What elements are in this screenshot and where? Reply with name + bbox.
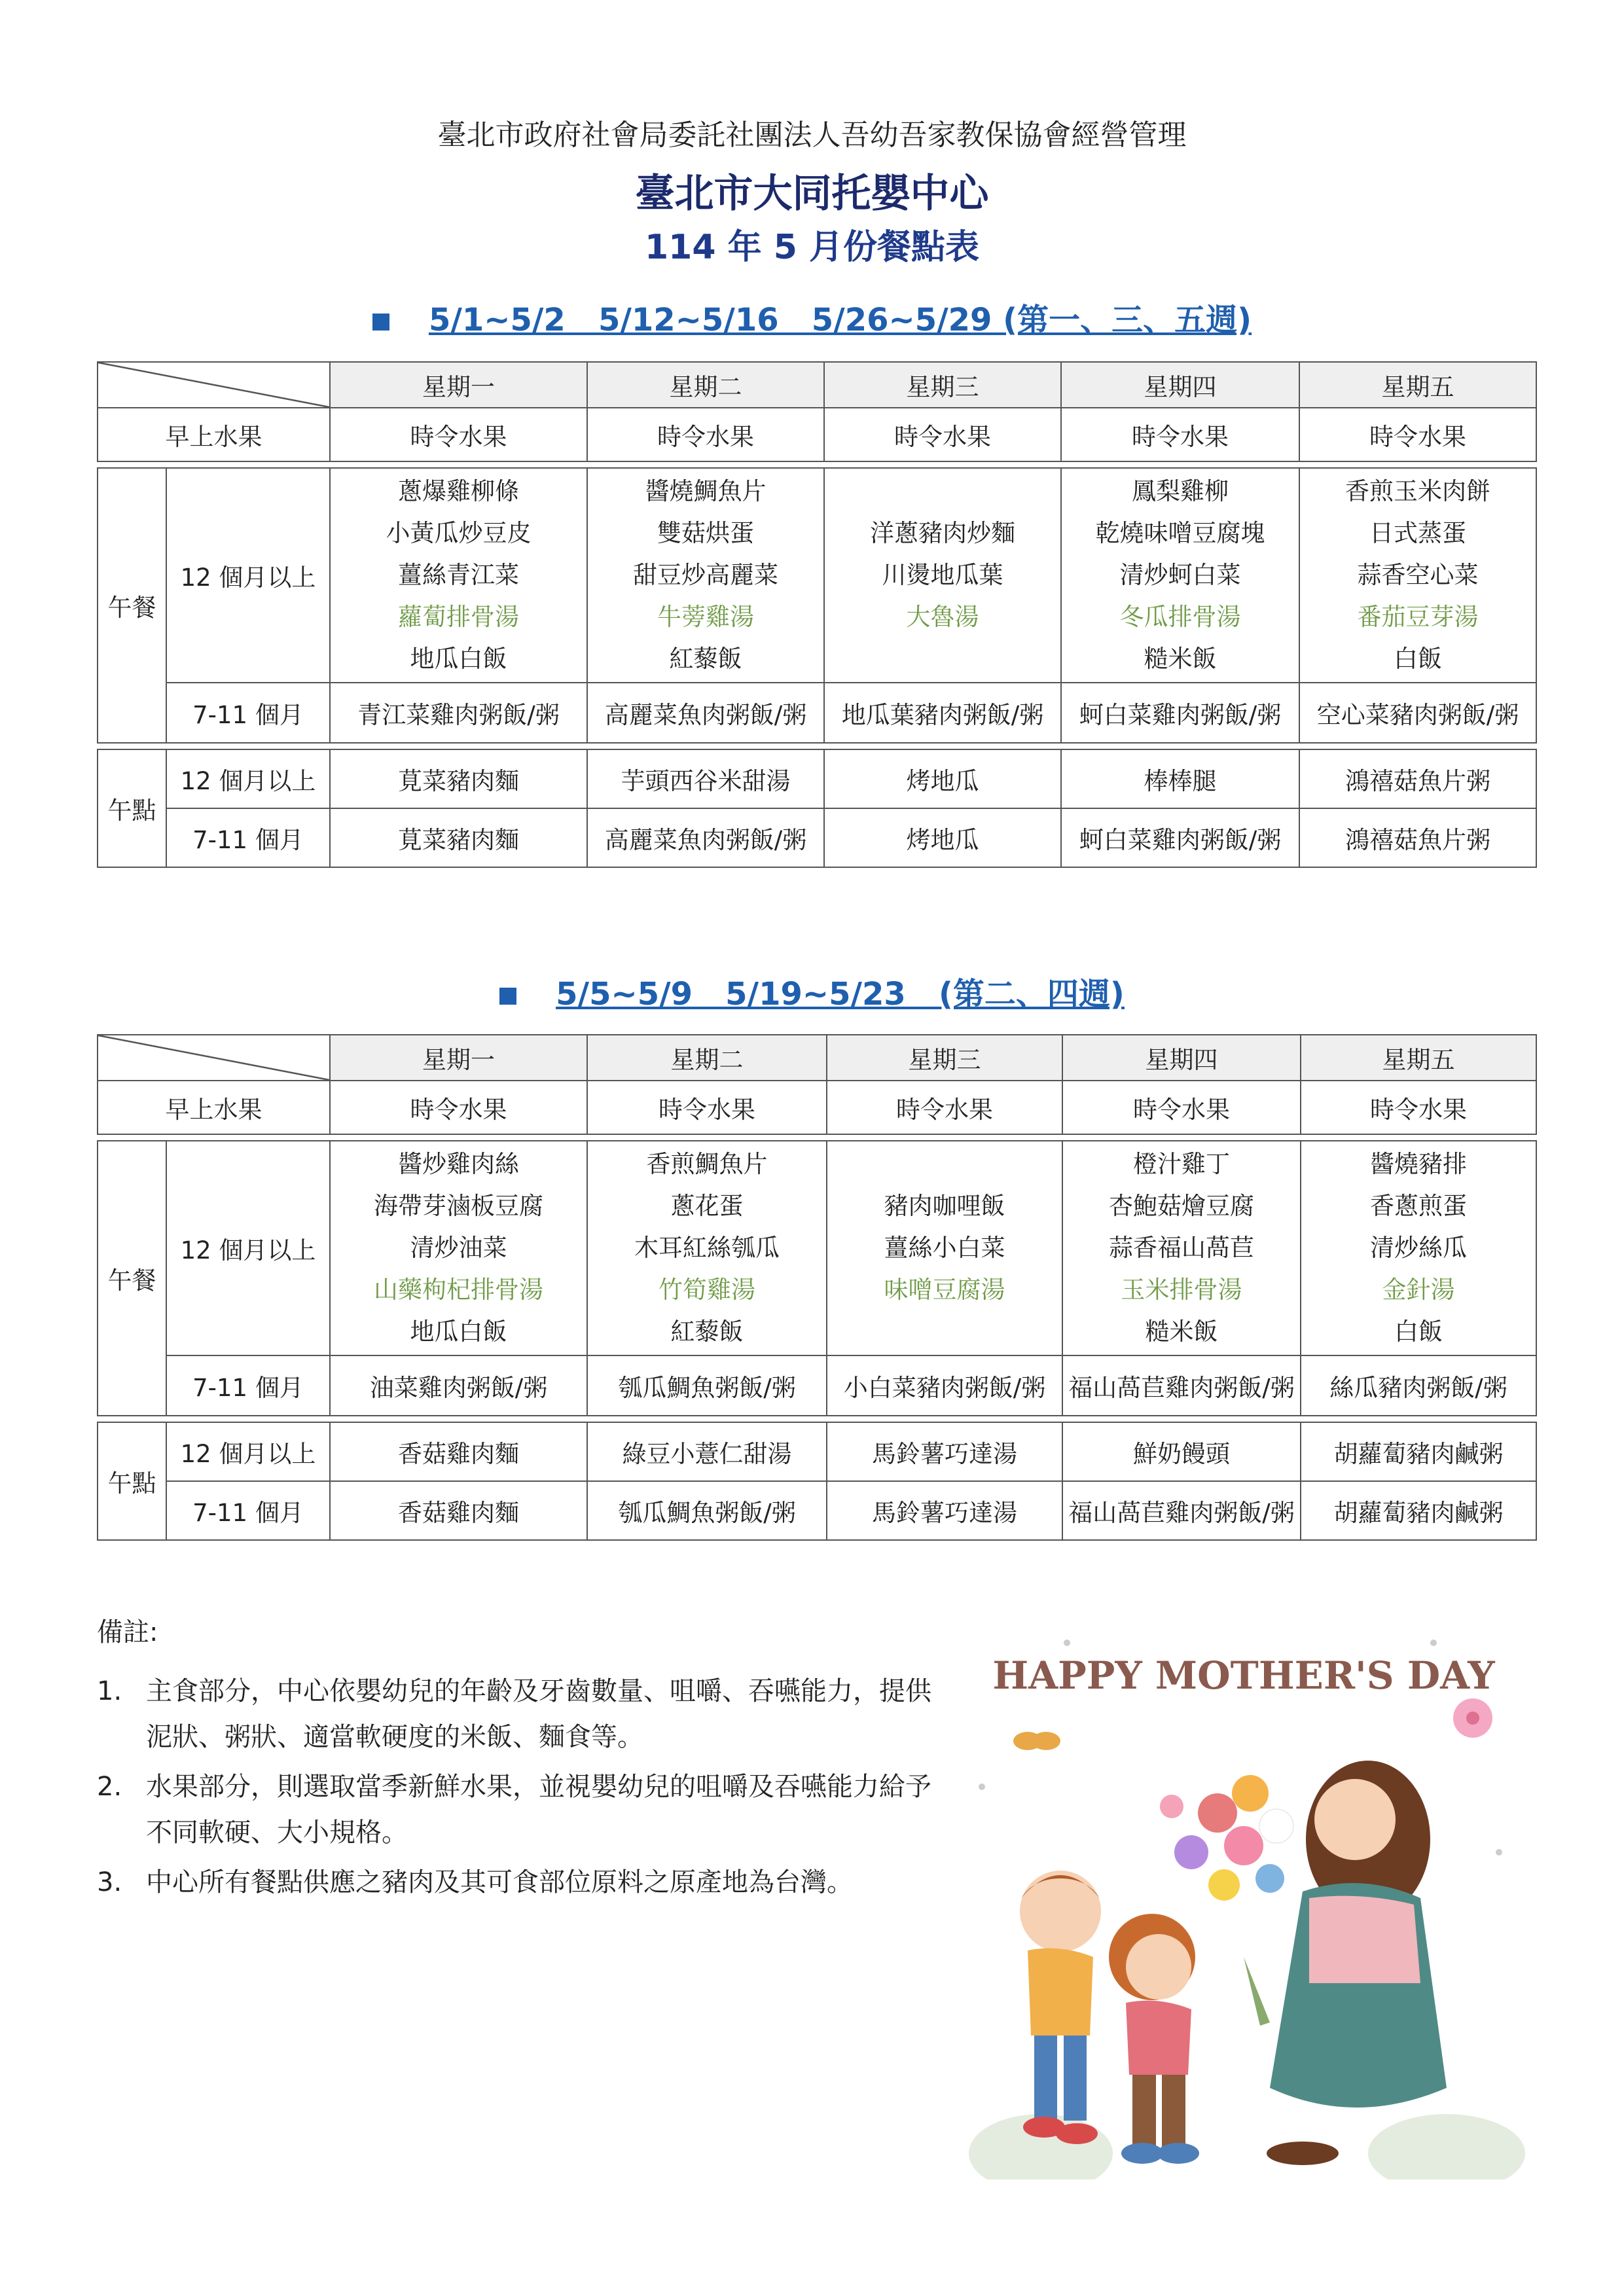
soup: 山藥枸杞排骨湯 [374, 1276, 543, 1304]
snack-cell: 福山萵苣雞肉粥飯/粥 [1062, 1481, 1301, 1540]
menu-table-2 [97, 1034, 1537, 1541]
rice: 白飯 [1394, 645, 1442, 673]
dish: 甜豆炒高麗菜 [633, 561, 778, 589]
organization-line: 臺北市政府社會局委託社團法人吾幼吾家教保協會經營管理 [437, 118, 1187, 152]
mothers-day-illustration [962, 1617, 1525, 2179]
child-figure [1020, 1871, 1101, 2144]
dish: 香煎玉米肉餅 [1345, 477, 1490, 505]
lunch7-cell: 瓠瓜鯛魚粥飯/粥 [587, 1355, 827, 1416]
note-number: 2. [97, 1772, 122, 1802]
lunch-cell [824, 468, 1061, 683]
note-number: 3. [97, 1867, 122, 1897]
age-label: 7-11 個月 [166, 1481, 330, 1540]
snack-cell: 莧菜豬肉麵 [330, 808, 587, 867]
fruit-cell: 時令水果 [1299, 408, 1536, 461]
snack-cell: 高麗菜魚肉粥飯/粥 [587, 808, 824, 867]
age-label: 12 個月以上 [166, 468, 330, 683]
day-header: 星期一 [330, 362, 587, 408]
fruit-cell: 時令水果 [1301, 1081, 1536, 1134]
fruit-cell: 時令水果 [330, 1081, 587, 1134]
menu-title: 114 年 5 月份餐點表 [644, 228, 980, 267]
dish: 杏鮑菇燴豆腐 [1109, 1192, 1254, 1220]
snack-cell: 馬鈴薯巧達湯 [827, 1481, 1062, 1540]
corner-cell [98, 362, 330, 408]
dish: 蒜香空心菜 [1357, 561, 1479, 589]
dish: 蔥花蛋 [670, 1192, 744, 1220]
snack-cell: 綠豆小薏仁甜湯 [587, 1422, 827, 1481]
rice: 地瓜白飯 [410, 1318, 507, 1346]
lunch-cell [330, 468, 587, 683]
soup: 大魯湯 [906, 603, 979, 631]
day-header: 星期四 [1061, 362, 1299, 408]
dish: 雙菇烘蛋 [657, 519, 754, 547]
day-header: 星期五 [1299, 362, 1536, 408]
rice: 紅藜飯 [670, 1318, 744, 1346]
snack-cell: 鮮奶饅頭 [1062, 1422, 1301, 1481]
soup: 冬瓜排骨湯 [1119, 603, 1241, 631]
snack-cell: 瓠瓜鯛魚粥飯/粥 [587, 1481, 827, 1540]
soup: 番茄豆芽湯 [1357, 603, 1479, 631]
fruit-cell: 時令水果 [587, 1081, 827, 1134]
bullet-square-icon [372, 314, 389, 331]
snack-cell: 芋頭西谷米甜湯 [587, 749, 824, 808]
dish: 洋蔥豬肉炒麵 [870, 519, 1015, 547]
dish [825, 471, 1060, 512]
note-item [97, 1764, 941, 1856]
dish: 清炒絲瓜 [1370, 1234, 1467, 1262]
week-label-1: 5/1~5/2 5/12~5/16 5/26~5/29 (第一、三、五週) [0, 295, 1624, 340]
notes-title: 備註: [97, 1617, 158, 1647]
lunch-label: 午餐 [98, 468, 166, 743]
lunch-cell [1299, 468, 1536, 683]
age-label: 12 個月以上 [166, 1141, 330, 1355]
lunch-cell [827, 1141, 1062, 1355]
rice: 糙米飯 [1144, 645, 1217, 673]
rice: 糙米飯 [1145, 1318, 1218, 1346]
note-number: 1. [97, 1676, 122, 1706]
dish: 橙汁雞丁 [1133, 1150, 1230, 1178]
fruit-label: 早上水果 [98, 408, 330, 461]
lunch-cell [1301, 1141, 1536, 1355]
snack-cell: 鴻禧菇魚片粥 [1299, 808, 1536, 867]
day-header: 星期二 [587, 1035, 827, 1081]
dish: 蔥爆雞柳條 [398, 477, 519, 505]
fruit-cell: 時令水果 [330, 408, 587, 461]
lunch7-cell: 高麗菜魚肉粥飯/粥 [587, 683, 824, 743]
rice: 白飯 [1394, 1318, 1443, 1346]
lunch7-cell: 福山萵苣雞肉粥飯/粥 [1062, 1355, 1301, 1416]
lunch7-cell: 蚵白菜雞肉粥飯/粥 [1061, 683, 1299, 743]
snack-label: 午點 [98, 749, 166, 867]
corner-cell [98, 1035, 330, 1081]
dish: 清炒油菜 [410, 1234, 507, 1262]
flower-icon [1453, 1698, 1492, 1738]
rice: 紅藜飯 [669, 645, 742, 673]
fruit-cell: 時令水果 [1062, 1081, 1301, 1134]
day-header: 星期四 [1062, 1035, 1301, 1081]
dish [827, 1143, 1062, 1185]
rice [825, 638, 1060, 680]
lunch7-cell: 小白菜豬肉粥飯/粥 [827, 1355, 1062, 1416]
day-header: 星期一 [330, 1035, 587, 1081]
snack-cell: 馬鈴薯巧達湯 [827, 1422, 1062, 1481]
soup: 牛蒡雞湯 [657, 603, 754, 631]
dish: 鳳梨雞柳 [1132, 477, 1229, 505]
fruit-cell: 時令水果 [824, 408, 1061, 461]
lunch7-cell: 地瓜葉豬肉粥飯/粥 [824, 683, 1061, 743]
soup: 竹筍雞湯 [659, 1276, 755, 1304]
dish: 豬肉咖哩飯 [884, 1192, 1005, 1220]
lunch7-cell: 絲瓜豬肉粥飯/粥 [1301, 1355, 1536, 1416]
note-text: 水果部分，則選取當季新鮮水果，並視嬰幼兒的咀嚼及吞嚥能力給予不同軟硬、大小規格。 [146, 1772, 931, 1848]
dish: 香煎鯛魚片 [646, 1150, 768, 1178]
age-label: 7-11 個月 [166, 808, 330, 867]
day-header: 星期二 [587, 362, 824, 408]
snack-cell: 莧菜豬肉麵 [330, 749, 587, 808]
notes-section [97, 1611, 941, 1909]
snack-cell: 胡蘿蔔豬肉鹹粥 [1301, 1481, 1536, 1540]
week-label-2: 5/5~5/9 5/19~5/23 (第二、四週) [0, 969, 1624, 1014]
center-name: 臺北市大同托嬰中心 [635, 171, 989, 217]
snack-cell: 鴻禧菇魚片粥 [1299, 749, 1536, 808]
snack-cell: 棒棒腿 [1061, 749, 1299, 808]
snack-label: 午點 [98, 1422, 166, 1540]
note-text: 主食部分，中心依嬰幼兒的年齡及牙齒數量、咀嚼、吞嚥能力，提供泥狀、粥狀、適當軟硬度的米飯、麵食等。 [146, 1676, 931, 1752]
fruit-label: 早上水果 [98, 1081, 330, 1134]
card-greeting: HAPPY MOTHER'S DAY [992, 1653, 1495, 1698]
child-figure [1109, 1914, 1199, 2164]
dish: 日式蒸蛋 [1369, 519, 1466, 547]
lunch7-cell: 青江菜雞肉粥飯/粥 [330, 683, 587, 743]
soup: 玉米排骨湯 [1121, 1276, 1242, 1304]
lunch-label: 午餐 [98, 1141, 166, 1416]
lunch-cell [1062, 1141, 1301, 1355]
soup: 蘿蔔排骨湯 [398, 603, 519, 631]
fruit-cell: 時令水果 [1061, 408, 1299, 461]
age-label: 12 個月以上 [166, 1422, 330, 1481]
age-label: 12 個月以上 [166, 749, 330, 808]
dish: 香蔥煎蛋 [1370, 1192, 1467, 1220]
snack-cell: 烤地瓜 [824, 749, 1061, 808]
dish: 薑絲小白菜 [884, 1234, 1005, 1262]
note-item [97, 1859, 941, 1905]
dish: 醬炒雞肉絲 [398, 1150, 519, 1178]
fruit-cell: 時令水果 [827, 1081, 1062, 1134]
mother-figure [1267, 1761, 1447, 2165]
note-text: 中心所有餐點供應之豬肉及其可食部位原料之原產地為台灣。 [146, 1867, 853, 1897]
snack-cell: 香菇雞肉麵 [330, 1481, 587, 1540]
lunch7-cell: 油菜雞肉粥飯/粥 [330, 1355, 587, 1416]
fruit-cell: 時令水果 [587, 408, 824, 461]
dish: 海帶芽滷板豆腐 [374, 1192, 543, 1220]
soup: 金針湯 [1382, 1276, 1455, 1304]
note-item [97, 1668, 941, 1760]
dish: 醬燒豬排 [1370, 1150, 1467, 1178]
dish: 川燙地瓜葉 [882, 561, 1003, 589]
age-label: 7-11 個月 [166, 1355, 330, 1416]
dish: 醬燒鯛魚片 [645, 477, 767, 505]
mothers-day-art [962, 1617, 1525, 2179]
dish: 木耳紅絲瓠瓜 [634, 1234, 780, 1262]
dish: 薑絲青江菜 [398, 561, 519, 589]
age-label: 7-11 個月 [166, 683, 330, 743]
snack-cell: 蚵白菜雞肉粥飯/粥 [1061, 808, 1299, 867]
soup: 味噌豆腐湯 [884, 1276, 1005, 1304]
day-header: 星期五 [1301, 1035, 1536, 1081]
snack-cell: 香菇雞肉麵 [330, 1422, 587, 1481]
dish: 乾燒味噌豆腐塊 [1095, 519, 1265, 547]
rice: 地瓜白飯 [410, 645, 507, 673]
snack-cell: 胡蘿蔔豬肉鹹粥 [1301, 1422, 1536, 1481]
day-header: 星期三 [827, 1035, 1062, 1081]
dish: 清炒蚵白菜 [1119, 561, 1241, 589]
snack-cell: 烤地瓜 [824, 808, 1061, 867]
lunch7-cell: 空心菜豬肉粥飯/粥 [1299, 683, 1536, 743]
dish: 小黃瓜炒豆皮 [386, 519, 532, 547]
butterfly-icon [1013, 1732, 1060, 1750]
dish: 蒜香福山萵苣 [1109, 1234, 1254, 1262]
day-header: 星期三 [824, 362, 1061, 408]
rice [827, 1311, 1062, 1353]
lunch-cell [1061, 468, 1299, 683]
menu-table-1 [97, 361, 1537, 868]
lunch-cell [587, 1141, 827, 1355]
lunch-cell [587, 468, 824, 683]
lunch-cell [330, 1141, 587, 1355]
bullet-square-icon [499, 988, 516, 1005]
